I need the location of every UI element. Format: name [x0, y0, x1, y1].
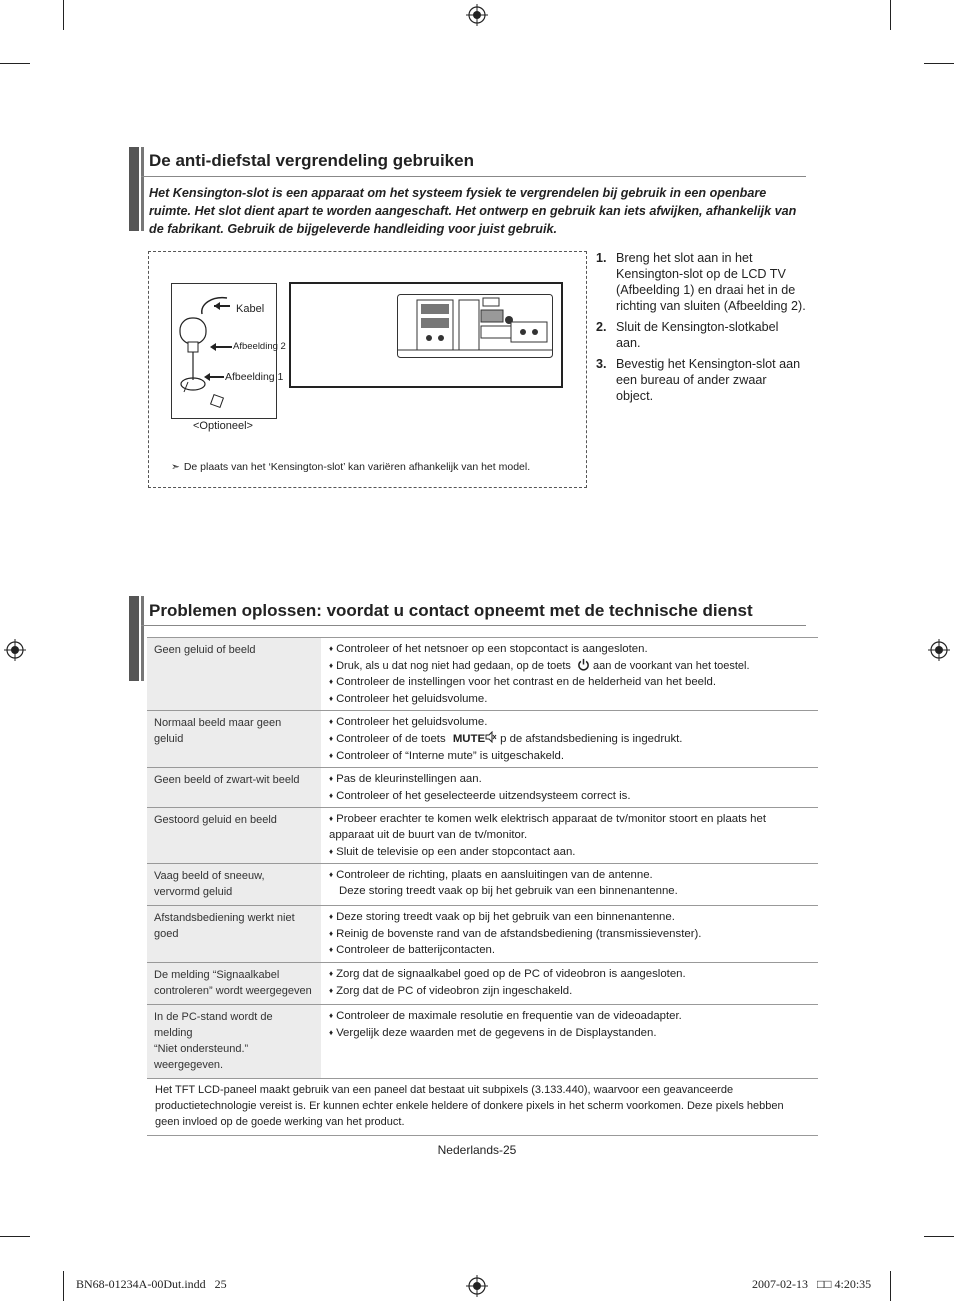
crop-mark — [63, 0, 64, 30]
steps-list — [596, 250, 806, 409]
table-row — [147, 906, 818, 963]
solution-continuation: Deze storing treedt vaak op bij het gebruik van een binnenantenne. — [339, 884, 678, 897]
crop-mark — [924, 63, 954, 64]
solution-item: Vergelijk deze waarden met de gegevens in de Displaystanden. — [336, 1026, 657, 1039]
table-row — [147, 808, 818, 864]
step-item — [596, 250, 806, 314]
crop-mark — [63, 1271, 64, 1301]
table-row — [147, 711, 818, 768]
solution-item: Zorg dat de PC of videobron zijn ingeschakeld. — [336, 984, 573, 997]
table-row — [147, 1005, 818, 1079]
step-number: 2. — [596, 320, 607, 334]
solution-item: Sluit de televisie op een ander stopcontact aan. — [336, 845, 576, 858]
problem-cell — [147, 864, 321, 905]
page-number: Nederlands-25 — [437, 1143, 517, 1157]
table-row — [147, 638, 818, 711]
lock-figure-frame — [171, 283, 286, 419]
problem-line: In de PC-stand wordt de melding — [154, 1010, 273, 1039]
crop-mark — [890, 0, 891, 30]
crop-mark — [0, 1236, 30, 1237]
solution-cell: ♦ Controleer of het netsnoer op een stopcontact is aangesloten. ♦ Druk, als u dat nog niet had gedaan, op de toets aan de voorkant van het toestel. ♦ Controleer de instellingen voor het contrast en de helderheid van het beeld. ♦ Controleer het geluidsvolume. — [329, 643, 750, 705]
crop-mark — [0, 63, 30, 64]
lcd-panel-note: Het TFT LCD-paneel maakt gebruik van een paneel dat bestaat uit subpixels (3.133.440), waarvoor een geavanceerde productietechnologie vereist is. Er kunnen echter enkele heldere of donkere pixels in het scherm voorkomen. Deze pixels hebben geen invloed op de goede werking van het product. — [147, 1079, 818, 1136]
registration-mark-icon — [466, 1275, 488, 1297]
solution-item: Controleer de batterijcontacten. — [336, 944, 496, 957]
solution-item: Deze storing treedt vaak op bij het gebruik van een binnenantenne. — [336, 911, 675, 924]
connector-panel-illustration — [397, 294, 553, 358]
solution-cell: ♦ Controleer het geluidsvolume. ♦ Controleer of de toets MUTE p de afstandsbediening is ingedrukt. ♦ Controleer of “Interne mute” is uitgeschakeld. — [329, 716, 683, 762]
step-number: 1. — [596, 251, 607, 265]
step-text: Breng het slot aan in het Kensington-slot op de LCD TV (Afbeelding 1) en draai het in de richting van sluiten (Afbeelding 2). — [616, 251, 806, 313]
file-slug: BN68-01234A-00Dut.indd 25 — [76, 1277, 227, 1291]
step-item — [596, 356, 806, 404]
problem-cell: Normaal beeld maar geen geluid — [147, 711, 321, 767]
label-optional: <Optioneel> — [193, 420, 253, 432]
solution-item-suffix: p de afstandsbediening is ingedrukt. — [500, 732, 683, 745]
step-text: Sluit de Kensington-slotkabel aan. — [616, 320, 779, 350]
solution-item: Reinig de bovenste rand van de afstandsbediening (transmissievenster). — [336, 927, 702, 940]
solution-cell: ♦ Controleer de richting, plaats en aansluitingen van de antenne. Deze storing treedt vaak op bij het gebruik van een binnenantenne. — [321, 864, 818, 905]
solution-item: Controleer de richting, plaats en aansluitingen van de antenne. — [336, 869, 653, 882]
figure-note-text: De plaats van het ‘Kensington-slot’ kan variëren afhankelijk van het model. — [183, 461, 531, 473]
problem-cell: Gestoord geluid en beeld — [147, 808, 321, 863]
registration-mark-icon — [4, 639, 26, 661]
solution-item: Controleer of het netsnoer op een stopcontact is aangesloten. — [336, 643, 648, 655]
solution-cell: ♦ Pas de kleurinstellingen aan. ♦ Controleer of het geselecteerde uitzendsysteem correct is. — [329, 773, 631, 802]
label-cable: Kabel — [236, 303, 265, 315]
solution-cell: ♦ Zorg dat de signaalkabel goed op de PC of videobron is aangesloten. ♦ Zorg dat de PC of videobron zijn ingeschakeld. — [329, 967, 686, 997]
solution-item: Controleer de instellingen voor het contrast en de helderheid van het beeld. — [336, 676, 717, 689]
registration-mark-icon — [466, 4, 488, 26]
solution-item: Controleer of het geselecteerde uitzendsysteem correct is. — [336, 789, 631, 802]
step-number: 3. — [596, 357, 607, 371]
solution-item: Controleer het geluidsvolume. — [336, 716, 488, 729]
solution-item: Pas de kleurinstellingen aan. — [336, 773, 482, 786]
solution-item: Probeer erachter te komen welk elektrisch apparaat de tv/monitor stoort en plaats het apparaat uit de buurt van de tv/monitor. — [329, 813, 766, 841]
problem-line: Vaag beeld of sneeuw, — [154, 870, 265, 883]
table-row — [147, 768, 818, 808]
troubleshooting-table — [147, 637, 818, 1136]
section-bar — [129, 596, 139, 681]
solution-item-suffix: aan de voorkant van het toestel. — [593, 659, 750, 672]
section-title-kensington: De anti-diefstal vergrendeling gebruiken — [149, 151, 474, 170]
step-text: Bevestig het Kensington-slot aan een bureau of ander zwaar object. — [616, 357, 801, 403]
problem-cell — [147, 1005, 321, 1078]
intro-paragraph: Het Kensington-slot is een apparaat om het systeem fysiek te vergrendelen bij gebruik in een openbare ruimte. Het slot dient apart te worden aangeschaft. Het ontwerp en gebruik kan iets afwijken, afhankelijk van de fabrikant. Gebruik de bijgeleverde handleiding voor juist gebruik. — [149, 186, 797, 236]
registration-mark-icon — [928, 639, 950, 661]
problem-line: De melding “Signaalkabel — [154, 968, 280, 981]
problem-line: “Niet ondersteund.” weergegeven. — [154, 1042, 249, 1071]
power-icon — [577, 658, 590, 671]
solution-item: Zorg dat de signaalkabel goed op de PC of videobron is aangesloten. — [336, 967, 686, 980]
problem-cell — [147, 963, 321, 1004]
note-arrow-icon: ➣ — [171, 461, 180, 473]
solution-item: Controleer of de toets — [336, 732, 446, 745]
problem-cell: Geen beeld of zwart-wit beeld — [147, 768, 321, 807]
section-bar — [129, 147, 139, 231]
solution-item: Druk, als u dat nog niet had gedaan, op de toets — [336, 659, 571, 672]
solution-item: Controleer het geluidsvolume. — [336, 692, 488, 705]
solution-cell: ♦ Deze storing treedt vaak op bij het gebruik van een binnenantenne. ♦ Reinig de bovenste rand van de afstandsbediening (transmissievenster). ♦ Controleer de batterijcontacten. — [329, 911, 702, 957]
crop-mark — [890, 1271, 891, 1301]
figure-box — [148, 251, 587, 488]
figure-note — [171, 461, 530, 473]
label-figure-2: Afbeelding 2 — [233, 341, 286, 352]
table-row — [147, 963, 818, 1005]
problem-line: controleren” wordt weergegeven — [154, 984, 312, 997]
solution-cell: ♦ Probeer erachter te komen welk elektrisch apparaat de tv/monitor stoort en plaats het apparaat uit de buurt van de tv/monitor. ♦ Sluit de televisie op een ander stopcontact aan. — [329, 813, 766, 858]
solution-item: Controleer of “Interne mute” is uitgeschakeld. — [336, 749, 565, 762]
date-slug: 2007-02-13 □□ 4:20:35 — [752, 1277, 872, 1291]
title-rule — [141, 176, 806, 177]
label-figure-1: Afbeelding 1 — [225, 371, 284, 383]
section-bar — [141, 147, 144, 231]
table-row — [147, 864, 818, 906]
mute-key-label: MUTE — [452, 732, 486, 745]
title-rule — [141, 625, 806, 626]
tv-rear-panel — [289, 282, 563, 388]
problem-cell: Afstandsbediening werkt niet goed — [147, 906, 321, 962]
problem-cell: Geen geluid of beeld — [147, 638, 321, 710]
crop-mark — [924, 1236, 954, 1237]
section-title-troubleshooting: Problemen oplossen: voordat u contact opneemt met de technische dienst — [149, 601, 753, 620]
solution-item: Controleer de maximale resolutie en frequentie van de videoadapter. — [336, 1009, 682, 1022]
solution-cell: ♦ Controleer de maximale resolutie en frequentie van de videoadapter. ♦ Vergelijk deze waarden met de gegevens in de Displaystanden. — [329, 1009, 682, 1039]
mute-speaker-icon — [485, 731, 497, 743]
problem-line: vervormd geluid — [154, 886, 233, 899]
section-bar — [141, 596, 144, 681]
step-item — [596, 319, 806, 351]
